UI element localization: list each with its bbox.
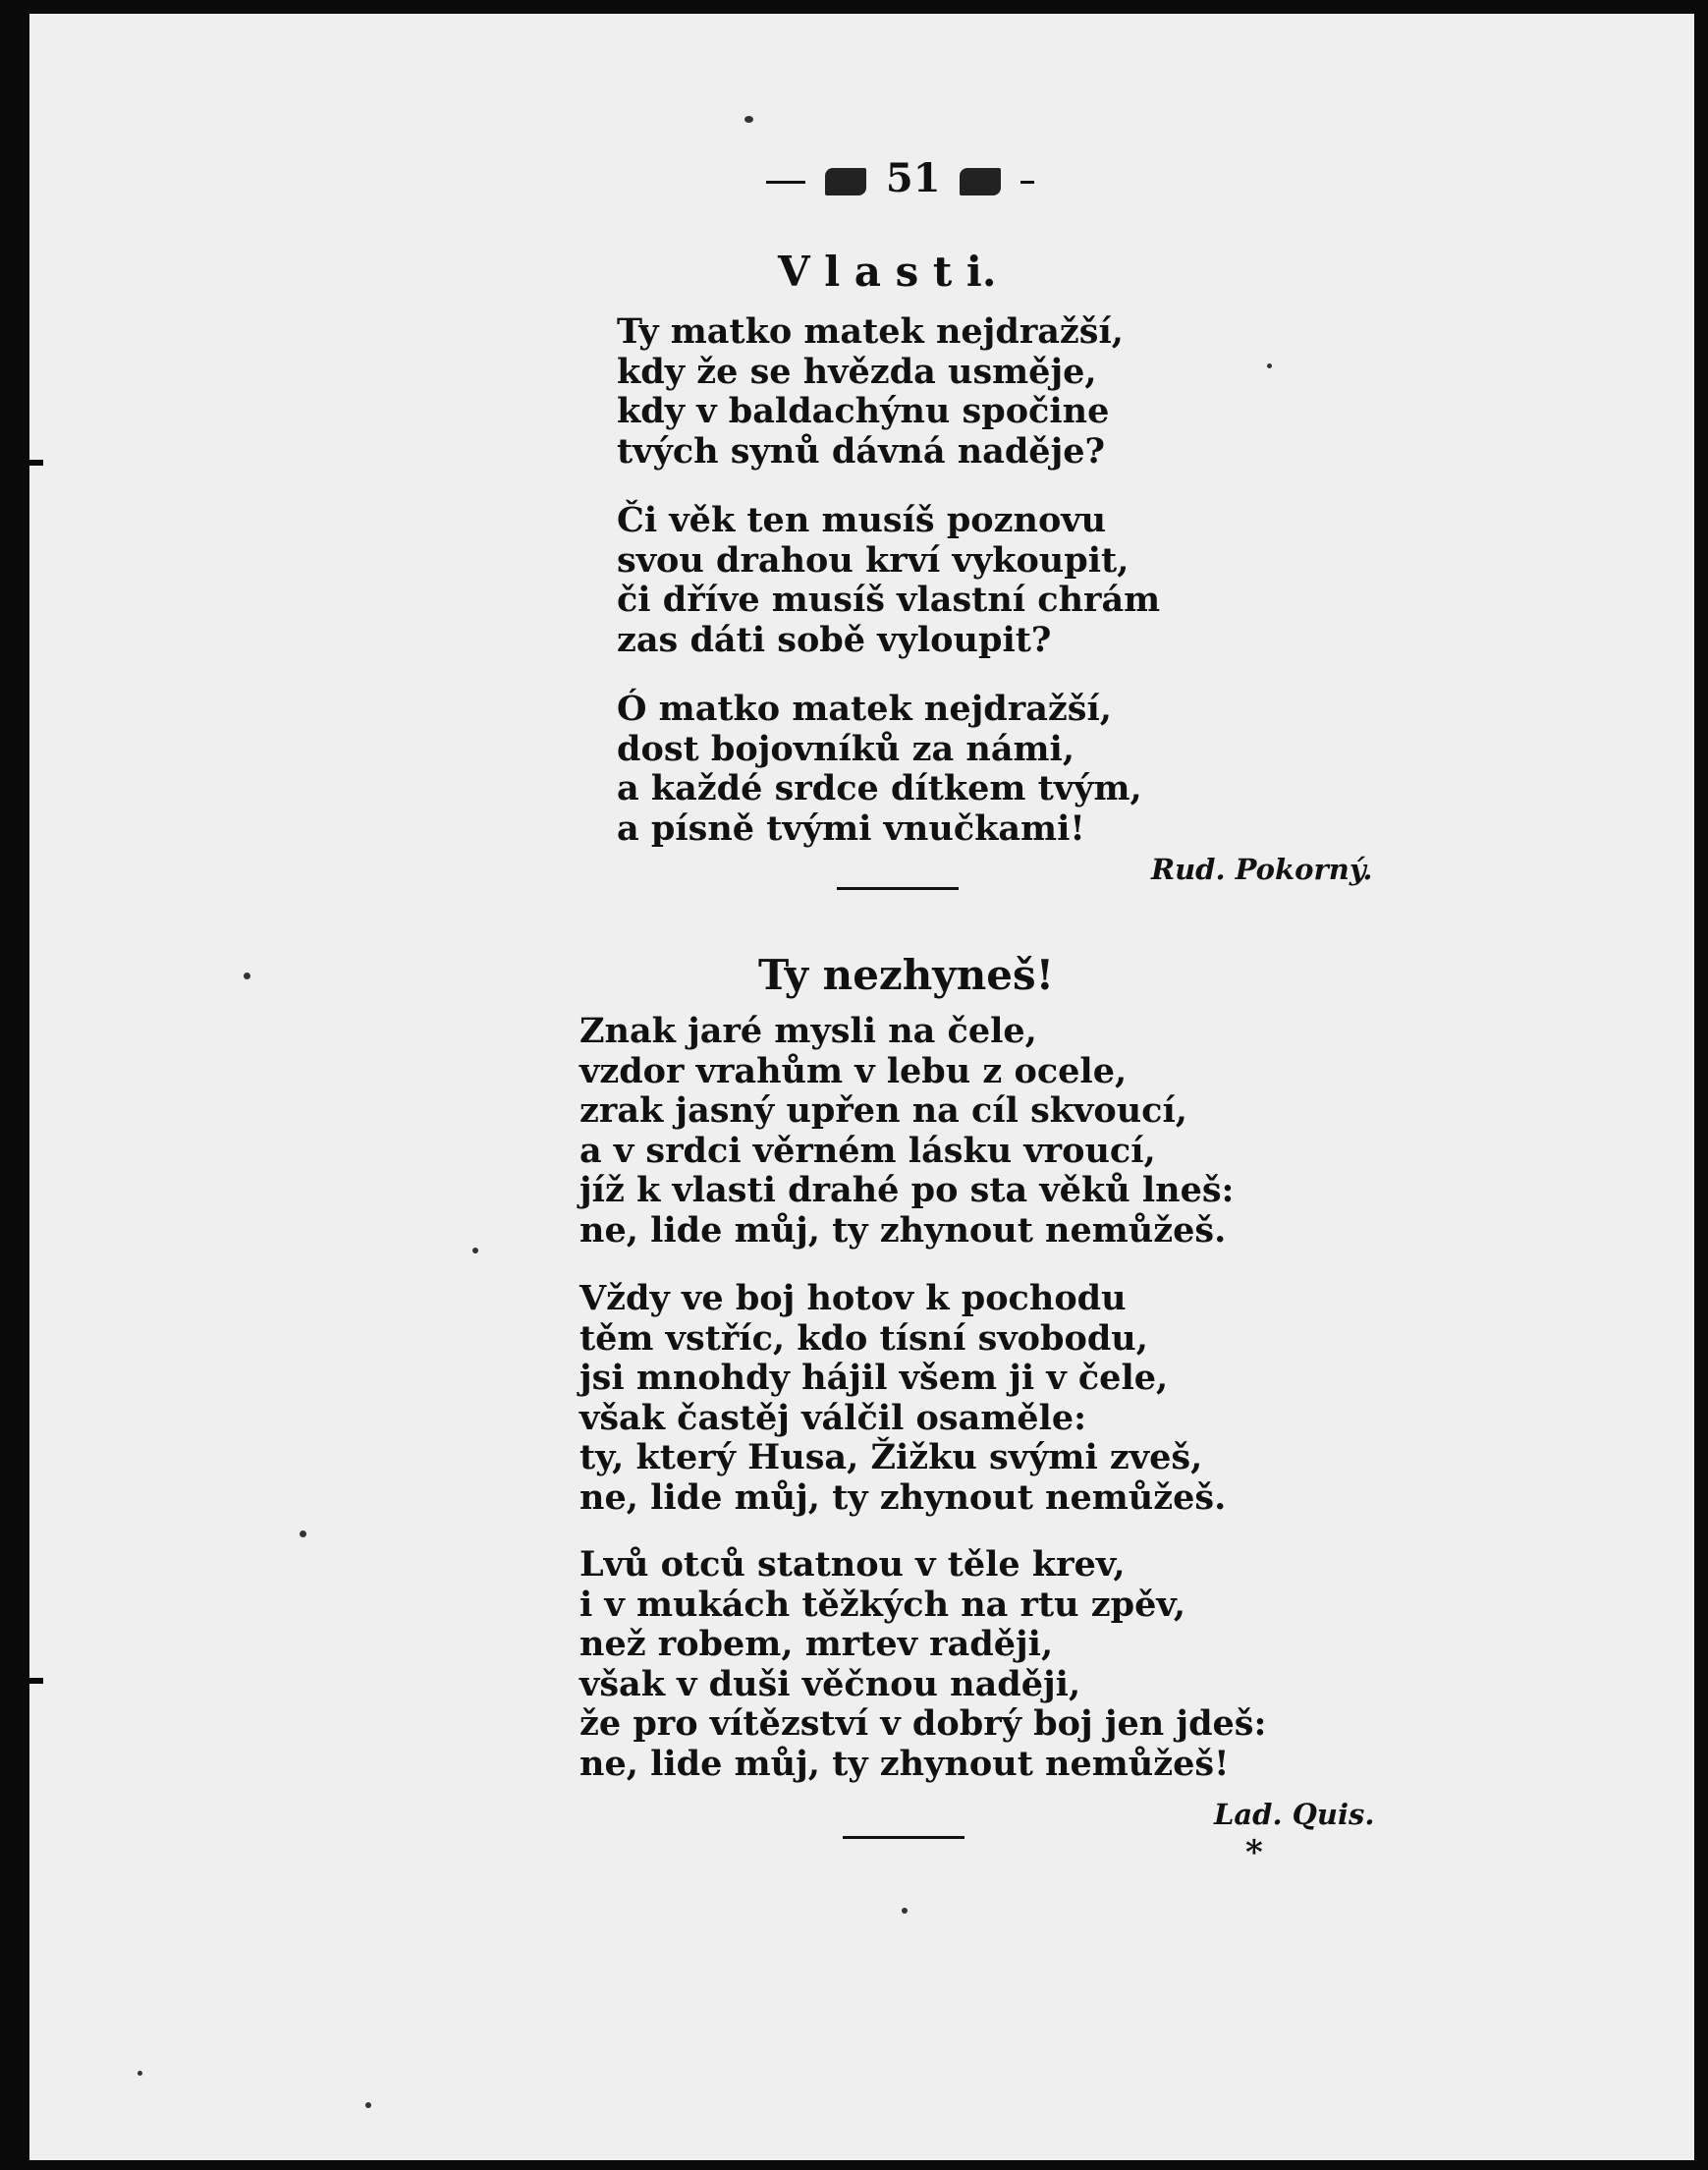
verse-line: ne, lide můj, ty zhynout nemůžeš. [579,1209,1227,1251]
verse-line: že pro vítězství v dobrý boj jen jdeš: [579,1703,1267,1744]
stanza [579,1012,1234,1251]
verse-line: a v srdci věrném lásku vroucí, [579,1130,1156,1171]
section-rule [837,887,959,890]
ornament-left-icon [825,168,866,195]
verse-line: Ty matko matek nejdražší, [617,311,1124,352]
scan-speck [744,116,753,123]
scan-speck [244,973,250,979]
end-asterisk: * [1245,1833,1263,1872]
scan-border-right [1694,0,1708,2170]
verse-line: zrak jasný upřen na cíl skvoucí, [579,1090,1187,1131]
verse-line: svou drahou krví vykoupit, [617,539,1129,581]
stanza [617,501,1160,660]
author-signature: Lad. Quis. [1214,1798,1375,1831]
scan-speck [365,2102,371,2108]
verse-line: Vždy ve boj hotov k pochodu [579,1278,1127,1318]
verse-line: ty, který Husa, Žižku svými zveš, [579,1437,1203,1477]
binding-mark [18,460,43,466]
verse-line: ne, lide můj, ty zhynout nemůžeš! [579,1743,1230,1784]
author-signature: Rud. Pokorný. [1151,853,1373,886]
binding-mark [18,1678,43,1684]
header-dash [766,181,805,184]
scan-border-left [0,0,29,2170]
page-number-header [766,155,1031,201]
verse-line: však v duši věčnou naději, [579,1663,1081,1704]
poem-title: Ty nezhyneš! [758,951,1055,999]
scan-speck [472,1248,478,1253]
verse-line: Znak jaré mysli na čele, [579,1011,1037,1051]
verse-line: ne, lide můj, ty zhynout nemůžeš. [579,1476,1227,1518]
scan-speck [300,1530,306,1537]
scan-border-bottom [0,2160,1708,2170]
verse-line: vzdor vrahům v lebu z ocele, [579,1050,1128,1091]
section-rule [843,1836,964,1839]
scan-speck [1267,363,1272,368]
stanza [579,1545,1266,1784]
page-number: 51 [885,155,941,201]
stanza [617,690,1142,849]
verse-line: kdy v baldachýnu spočine [617,391,1110,431]
verse-line: a písně tvými vnučkami! [617,807,1085,849]
verse-line: Ó matko matek nejdražší, [617,689,1112,729]
verse-line: však častěj válčil osaměle: [579,1397,1087,1438]
verse-line: i v mukách těžkých na rtu zpěv, [579,1584,1186,1625]
scan-border-top [0,0,1708,14]
ornament-right-icon [960,168,1001,195]
poem-title: V l a s t i. [778,248,997,296]
verse-line: těm vstříc, kdo tísní svobodu, [579,1317,1148,1359]
scan-speck [138,2071,142,2076]
header-dash [1020,181,1034,184]
stanza [617,312,1124,472]
verse-line: než robem, mrtev raději, [579,1624,1054,1664]
verse-line: Či věk ten musíš poznovu [617,500,1107,540]
verse-line: dost bojovníků za námi, [617,728,1075,769]
verse-line: či dříve musíš vlastní chrám [617,580,1161,620]
verse-line: zas dáti sobě vyloupit? [617,619,1052,660]
scan-speck [902,1908,908,1914]
verse-line: a každé srdce dítkem tvým, [617,768,1142,808]
verse-line: tvých synů dávná naděje? [617,430,1106,472]
stanza [579,1279,1226,1518]
verse-line: kdy že se hvězda usměje, [617,351,1097,392]
verse-line: Lvů otců statnou v těle krev, [579,1544,1126,1585]
verse-line: jíž k vlasti drahé po sta věků lneš: [579,1170,1235,1210]
verse-line: jsi mnohdy hájil všem ji v čele, [579,1358,1169,1398]
